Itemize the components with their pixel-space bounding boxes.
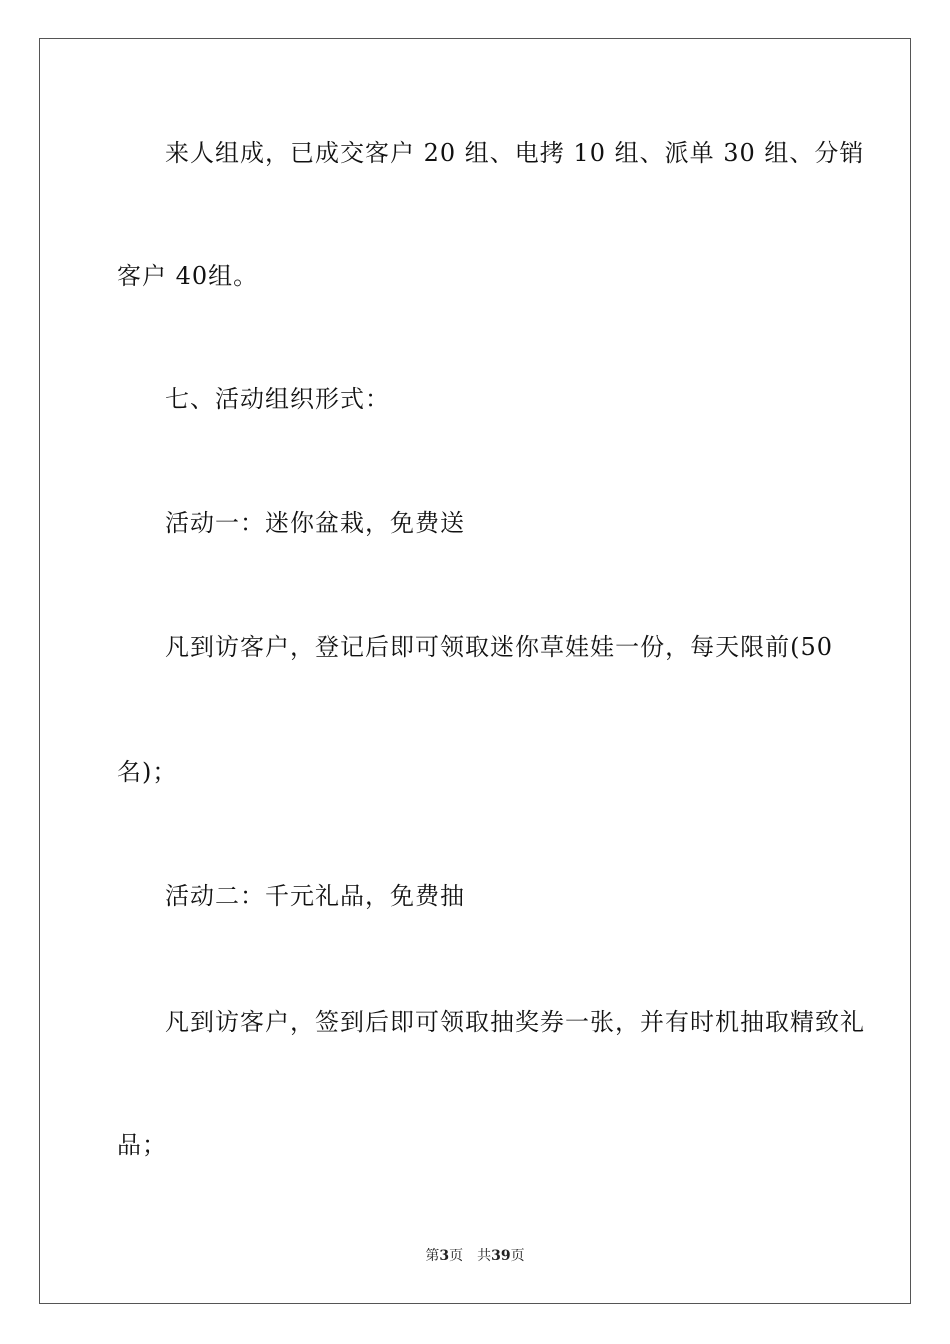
footer-total-pages: 39 xyxy=(491,1248,511,1264)
page-footer xyxy=(0,1247,950,1265)
paragraph-line: 来人组成，已成交客户 20 组、电拷 10 组、派单 30 组、分销 xyxy=(165,139,865,167)
footer-page-number: 3 xyxy=(439,1248,450,1264)
activity-heading: 活动一：迷你盆栽，免费送 xyxy=(165,509,465,537)
paragraph-line: 客户 40组。 xyxy=(117,262,259,290)
section-heading: 七、活动组织形式： xyxy=(165,385,390,413)
activity-heading: 活动二：千元礼品，免费抽 xyxy=(165,882,465,910)
footer-middle: 页 共 xyxy=(449,1248,492,1264)
footer-suffix: 页 xyxy=(510,1248,525,1264)
paragraph-line: 品； xyxy=(117,1131,167,1159)
footer-prefix: 第 xyxy=(425,1248,440,1264)
paragraph-line: 凡到访客户，登记后即可领取迷你草娃娃一份，每天限前(50 xyxy=(165,633,833,661)
paragraph-line: 凡到访客户，签到后即可领取抽奖券一张，并有时机抽取精致礼 xyxy=(165,1008,865,1036)
page-border xyxy=(39,38,911,1304)
paragraph-line: 名)； xyxy=(117,758,178,786)
